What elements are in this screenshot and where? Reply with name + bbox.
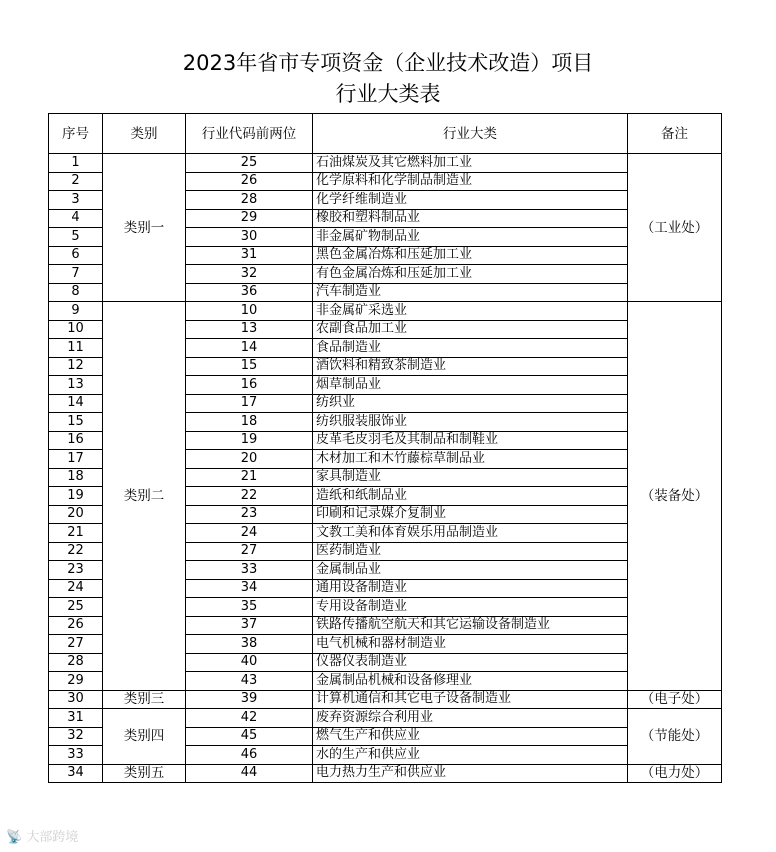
watermark xyxy=(6,826,78,845)
category-cell: 类别三 xyxy=(103,690,186,709)
industry-code-cell: 34 xyxy=(186,579,313,598)
industry-code-cell: 23 xyxy=(186,505,313,524)
remark-cell: （工业处） xyxy=(628,154,722,302)
document-subtitle: 行业大类表 xyxy=(335,82,441,106)
industry-name-cell: 木材加工和木竹藤棕草制品业 xyxy=(313,450,628,469)
serial-number-cell: 28 xyxy=(49,653,103,672)
header-serial-number: 序号 xyxy=(49,114,103,154)
remark-cell: （装备处） xyxy=(628,302,722,691)
serial-number-cell: 11 xyxy=(49,339,103,358)
industry-name-cell: 电力热力生产和供应业 xyxy=(313,764,628,783)
header-industry-code: 行业代码前两位 xyxy=(186,114,313,154)
industry-name-cell: 化学纤维制造业 xyxy=(313,191,628,210)
industry-code-cell: 18 xyxy=(186,413,313,432)
industry-name-cell: 酒饮料和精致茶制造业 xyxy=(313,357,628,376)
industry-code-cell: 46 xyxy=(186,746,313,765)
serial-number-cell: 20 xyxy=(49,505,103,524)
industry-name-cell: 非金属矿采选业 xyxy=(313,302,628,321)
serial-number-cell: 1 xyxy=(49,154,103,173)
remark-cell: （电力处） xyxy=(628,764,722,783)
industry-code-cell: 45 xyxy=(186,727,313,746)
serial-number-cell: 13 xyxy=(49,376,103,395)
industry-code-cell: 27 xyxy=(186,542,313,561)
serial-number-cell: 25 xyxy=(49,598,103,617)
serial-number-cell: 4 xyxy=(49,209,103,228)
serial-number-cell: 26 xyxy=(49,616,103,635)
industry-code-cell: 20 xyxy=(186,450,313,469)
serial-number-cell: 21 xyxy=(49,524,103,543)
industry-code-cell: 10 xyxy=(186,302,313,321)
industry-code-cell: 42 xyxy=(186,709,313,728)
industry-name-cell: 有色金属冶炼和压延加工业 xyxy=(313,265,628,284)
industry-code-cell: 38 xyxy=(186,635,313,654)
industry-name-cell: 汽车制造业 xyxy=(313,283,628,302)
industry-name-cell: 金属制品业 xyxy=(313,561,628,580)
serial-number-cell: 34 xyxy=(49,764,103,783)
serial-number-cell: 6 xyxy=(49,246,103,265)
table-row xyxy=(49,154,722,173)
industry-name-cell: 废弃资源综合利用业 xyxy=(313,709,628,728)
industry-name-cell: 化学原料和化学制品制造业 xyxy=(313,172,628,191)
serial-number-cell: 24 xyxy=(49,579,103,598)
industry-code-cell: 13 xyxy=(186,320,313,339)
industry-code-cell: 28 xyxy=(186,191,313,210)
table-header-row xyxy=(49,114,722,154)
industry-name-cell: 橡胶和塑料制品业 xyxy=(313,209,628,228)
serial-number-cell: 2 xyxy=(49,172,103,191)
industry-code-cell: 39 xyxy=(186,690,313,709)
table-row xyxy=(49,709,722,728)
serial-number-cell: 14 xyxy=(49,394,103,413)
industry-name-cell: 通用设备制造业 xyxy=(313,579,628,598)
industry-name-cell: 黑色金属冶炼和压延加工业 xyxy=(313,246,628,265)
serial-number-cell: 12 xyxy=(49,357,103,376)
industry-name-cell: 农副食品加工业 xyxy=(313,320,628,339)
header-industry-name: 行业大类 xyxy=(313,114,628,154)
industry-name-cell: 造纸和纸制品业 xyxy=(313,487,628,506)
serial-number-cell: 33 xyxy=(49,746,103,765)
serial-number-cell: 5 xyxy=(49,228,103,247)
industry-name-cell: 家具制造业 xyxy=(313,468,628,487)
industry-name-cell: 仪器仪表制造业 xyxy=(313,653,628,672)
category-cell: 类别一 xyxy=(103,154,186,302)
remark-cell: （节能处） xyxy=(628,709,722,765)
industry-code-cell: 36 xyxy=(186,283,313,302)
industry-code-cell: 15 xyxy=(186,357,313,376)
industry-code-cell: 19 xyxy=(186,431,313,450)
industry-name-cell: 医药制造业 xyxy=(313,542,628,561)
serial-number-cell: 18 xyxy=(49,468,103,487)
serial-number-cell: 19 xyxy=(49,487,103,506)
document-title: 2023年省市专项资金（企业技术改造）项目 xyxy=(182,51,594,75)
table-row xyxy=(49,302,722,321)
industry-code-cell: 29 xyxy=(186,209,313,228)
serial-number-cell: 9 xyxy=(49,302,103,321)
industry-code-cell: 44 xyxy=(186,764,313,783)
category-cell: 类别二 xyxy=(103,302,186,691)
industry-name-cell: 电气机械和器材制造业 xyxy=(313,635,628,654)
table-row xyxy=(49,690,722,709)
table-row xyxy=(49,764,722,783)
industry-name-cell: 食品制造业 xyxy=(313,339,628,358)
serial-number-cell: 17 xyxy=(49,450,103,469)
serial-number-cell: 23 xyxy=(49,561,103,580)
industry-code-cell: 31 xyxy=(186,246,313,265)
serial-number-cell: 22 xyxy=(49,542,103,561)
serial-number-cell: 3 xyxy=(49,191,103,210)
serial-number-cell: 16 xyxy=(49,431,103,450)
serial-number-cell: 15 xyxy=(49,413,103,432)
serial-number-cell: 10 xyxy=(49,320,103,339)
industry-name-cell: 皮革毛皮羽毛及其制品和制鞋业 xyxy=(313,431,628,450)
serial-number-cell: 30 xyxy=(49,690,103,709)
industry-code-cell: 32 xyxy=(186,265,313,284)
industry-name-cell: 计算机通信和其它电子设备制造业 xyxy=(313,690,628,709)
industry-name-cell: 文教工美和体育娱乐用品制造业 xyxy=(313,524,628,543)
industry-code-cell: 25 xyxy=(186,154,313,173)
industry-code-cell: 24 xyxy=(186,524,313,543)
industry-code-cell: 30 xyxy=(186,228,313,247)
serial-number-cell: 29 xyxy=(49,672,103,691)
industry-code-cell: 21 xyxy=(186,468,313,487)
industry-code-cell: 43 xyxy=(186,672,313,691)
industry-name-cell: 非金属矿物制品业 xyxy=(313,228,628,247)
industry-name-cell: 纺织服装服饰业 xyxy=(313,413,628,432)
industry-code-cell: 17 xyxy=(186,394,313,413)
serial-number-cell: 8 xyxy=(49,283,103,302)
industry-code-cell: 40 xyxy=(186,653,313,672)
industry-name-cell: 铁路传播航空航天和其它运输设备制造业 xyxy=(313,616,628,635)
watermark-text: 大部跨境 xyxy=(26,830,79,845)
industry-name-cell: 专用设备制造业 xyxy=(313,598,628,617)
industry-name-cell: 纺织业 xyxy=(313,394,628,413)
industry-code-cell: 14 xyxy=(186,339,313,358)
industry-name-cell: 燃气生产和供应业 xyxy=(313,727,628,746)
industry-name-cell: 烟草制品业 xyxy=(313,376,628,395)
industry-code-cell: 35 xyxy=(186,598,313,617)
category-cell: 类别四 xyxy=(103,709,186,765)
watermark-logo-icon: 📡 xyxy=(6,830,23,845)
industry-name-cell: 金属制品机械和设备修理业 xyxy=(313,672,628,691)
serial-number-cell: 32 xyxy=(49,727,103,746)
header-category: 类别 xyxy=(103,114,186,154)
remark-cell: （电子处） xyxy=(628,690,722,709)
industry-code-cell: 16 xyxy=(186,376,313,395)
serial-number-cell: 27 xyxy=(49,635,103,654)
industry-code-cell: 26 xyxy=(186,172,313,191)
serial-number-cell: 31 xyxy=(49,709,103,728)
industry-code-cell: 37 xyxy=(186,616,313,635)
industry-table xyxy=(48,113,722,783)
serial-number-cell: 7 xyxy=(49,265,103,284)
industry-name-cell: 石油煤炭及其它燃料加工业 xyxy=(313,154,628,173)
industry-code-cell: 33 xyxy=(186,561,313,580)
header-remark: 备注 xyxy=(628,114,722,154)
industry-name-cell: 水的生产和供应业 xyxy=(313,746,628,765)
industry-name-cell: 印刷和记录媒介复制业 xyxy=(313,505,628,524)
category-cell: 类别五 xyxy=(103,764,186,783)
industry-code-cell: 22 xyxy=(186,487,313,506)
